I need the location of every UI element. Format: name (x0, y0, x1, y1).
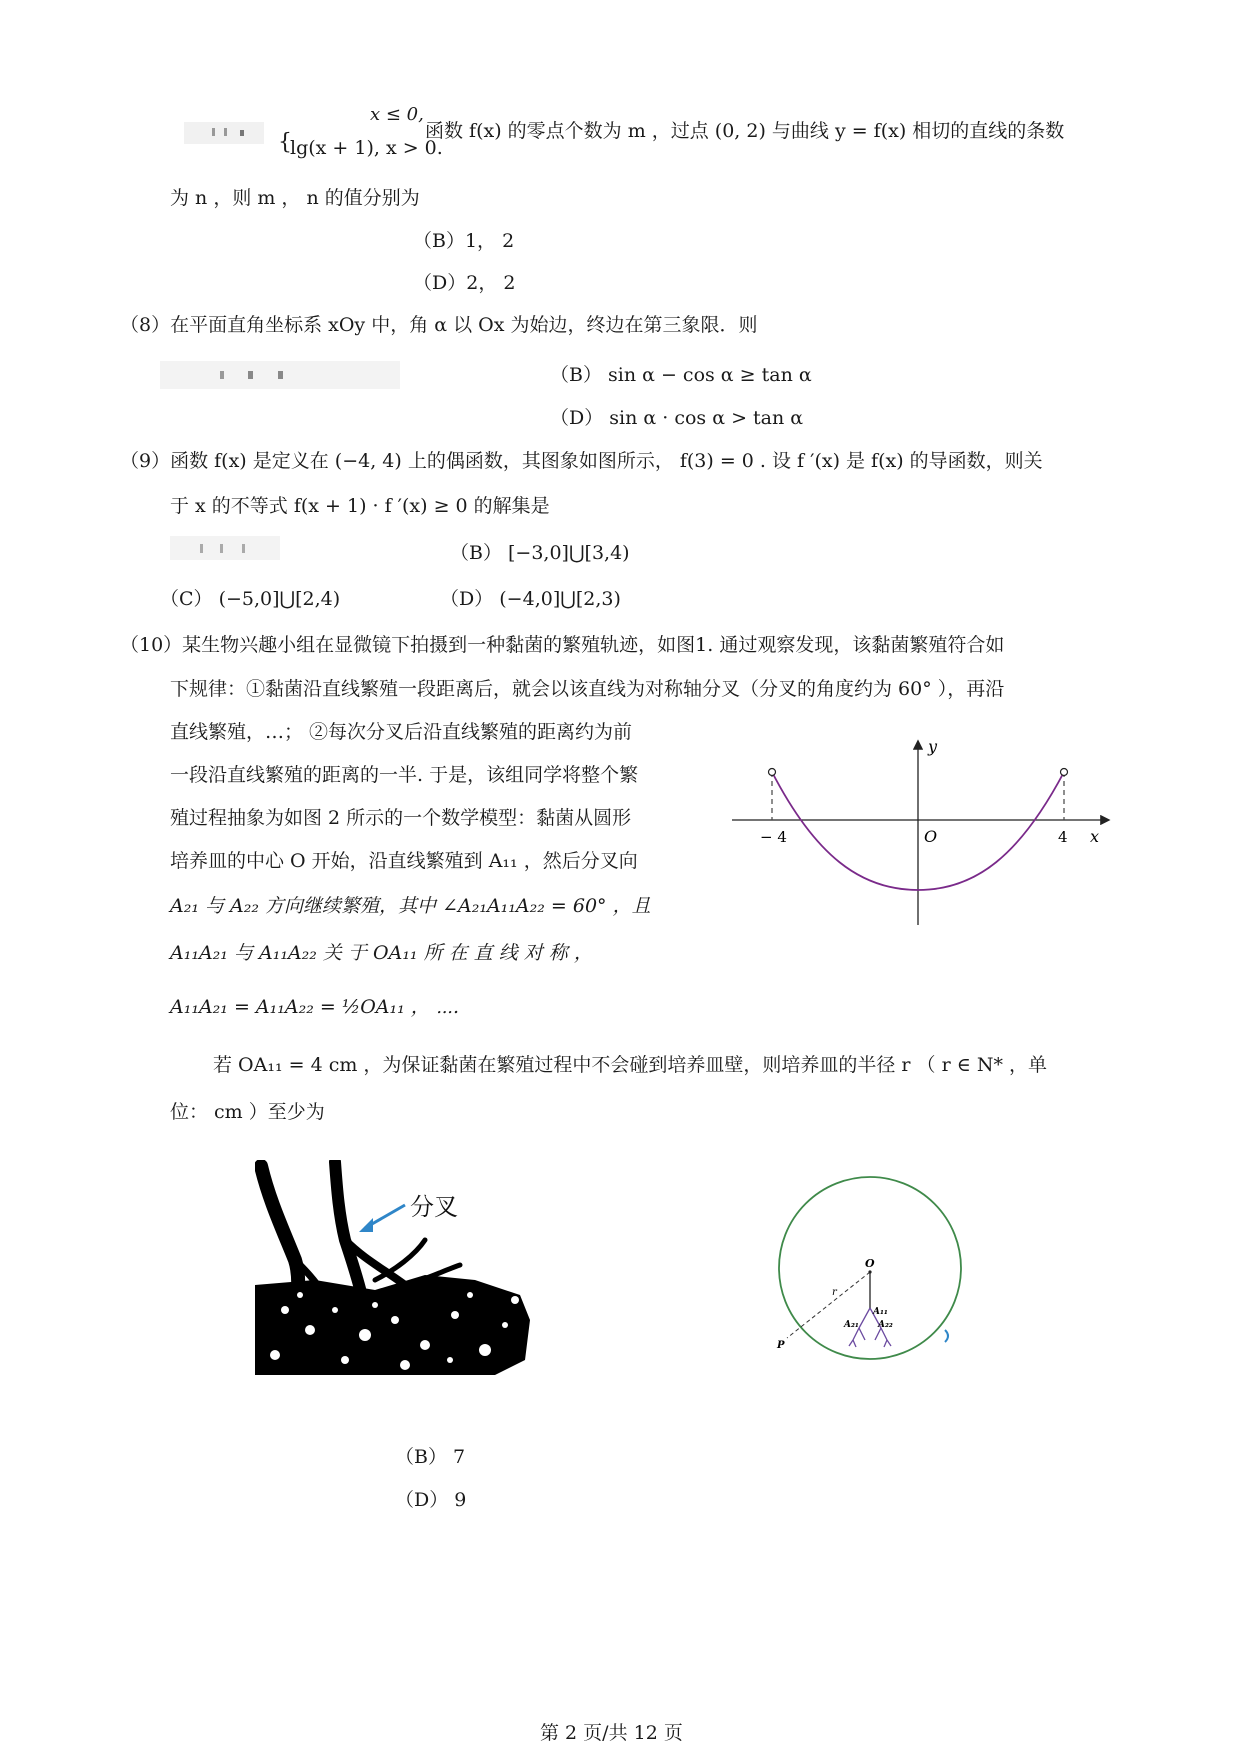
label-A21: A₂₁ (844, 1320, 859, 1330)
tick-label-neg4: − 4 (760, 828, 787, 846)
q10-line3: 直线繁殖，…； ②每次分叉后沿直线繁殖的距离约为前 (170, 721, 633, 743)
q10-line6: 培养皿的中心 O 开始，沿直线繁殖到 A₁₁ ，然后分叉向 (170, 850, 638, 872)
q10-option-d: （D） 9 (395, 1489, 467, 1511)
label-O: O (865, 1257, 875, 1270)
piecewise-bottom: lg(x + 1), x > 0. (290, 137, 443, 159)
q9-line1: （9）函数 f(x) 是定义在 (−4, 4) 上的偶函数，其图象如图所示， f(3) = 0 . 设 f ′(x) 是 f(x) 的导函数，则关 (120, 450, 1043, 472)
label-P: P (777, 1340, 785, 1351)
q10-line11: 位： cm ）至少为 (170, 1101, 325, 1123)
tick-label-pos4: 4 (1058, 828, 1068, 846)
label-A22: A₂₂ (878, 1320, 893, 1330)
q10-line5: 殖过程抽象为如图 2 所示的一个数学模型：黏菌从圆形 (170, 807, 632, 829)
q8-option-d: （D） sin α · cos α > tan α (550, 407, 804, 429)
open-endpoint-right (1061, 769, 1068, 776)
q9-line2: 于 x 的不等式 f(x + 1) · f ′(x) ≥ 0 的解集是 (170, 495, 550, 517)
label-r: r (832, 1287, 837, 1298)
q10-line7: A₂₁ 与 A₂₂ 方向继续繁殖，其中 ∠A₂₁A₁₁A₂₂ = 60° ，且 (170, 895, 651, 917)
q7-option-d: （D）2， 2 (413, 272, 516, 294)
label-A11: A₁₁ (873, 1307, 888, 1317)
q9-option-c: （C） (−5,0]⋃[2,4) (160, 588, 341, 610)
q10-line2: 下规律：①黏菌沿直线繁殖一段距离后，就会以该直线为对称轴分叉（分叉的角度约为 60° ），再沿 (170, 678, 1005, 700)
q8-option-b: （B） sin α − cos α ≥ tan α (550, 364, 812, 386)
q10-option-b: （B） 7 (395, 1446, 466, 1468)
q7-line1: 函数 f(x) 的零点个数为 m ，过点 (0, 2) 与曲线 y = f(x) 相切的直线的条数 (425, 120, 1065, 142)
piecewise-brace: { (278, 130, 292, 155)
q8-stem: （8）在平面直角坐标系 xOy 中，角 α 以 Ox 为始边，终边在第三象限．则 (120, 314, 758, 336)
petri-dish-diagram (765, 1150, 985, 1370)
piecewise-top: x ≤ 0, (370, 104, 424, 125)
q9-option-b: （B） [−3,0]⋃[3,4) (450, 542, 630, 564)
slime-mold-photo (255, 1160, 535, 1375)
q9-graph (720, 730, 1120, 940)
blurred-fragment (184, 112, 264, 152)
y-axis-label: y (928, 737, 938, 756)
origin-label: O (924, 827, 938, 846)
edge-mark (945, 1330, 948, 1342)
q7-line2: 为 n ，则 m ， n 的值分别为 (170, 187, 420, 209)
q10-line4: 一段沿直线繁殖的距离的一半. 于是，该组同学将整个繁 (170, 764, 639, 786)
fork-label: 分叉 (410, 1193, 458, 1221)
q7-option-b: （B）1， 2 (413, 230, 515, 252)
page-number: 第 2 页/共 12 页 (540, 1722, 683, 1744)
blurred-fragment (170, 530, 280, 566)
q10-line8: A₁₁A₂₁ 与 A₁₁A₂₂ 关 于 OA₁₁ 所 在 直 线 对 称 ， (170, 942, 593, 964)
q10-line1: （10）某生物兴趣小组在显微镜下拍摄到一种黏菌的繁殖轨迹，如图1. 通过观察发现，该黏菌繁殖符合如 (120, 634, 1005, 656)
x-axis-label: x (1090, 827, 1100, 846)
blurred-fragment (160, 355, 400, 395)
q10-line10: 若 OA₁₁ = 4 cm ，为保证黏菌在繁殖过程中不会碰到培养皿壁，则培养皿的半径 r （ r ∈ N* ，单 (213, 1054, 1047, 1076)
open-endpoint-left (769, 769, 776, 776)
q9-option-d: （D） (−4,0]⋃[2,3) (440, 588, 621, 610)
q10-line9: A₁₁A₂₁ = A₁₁A₂₂ = ½OA₁₁ ， ⋯. (170, 996, 459, 1018)
